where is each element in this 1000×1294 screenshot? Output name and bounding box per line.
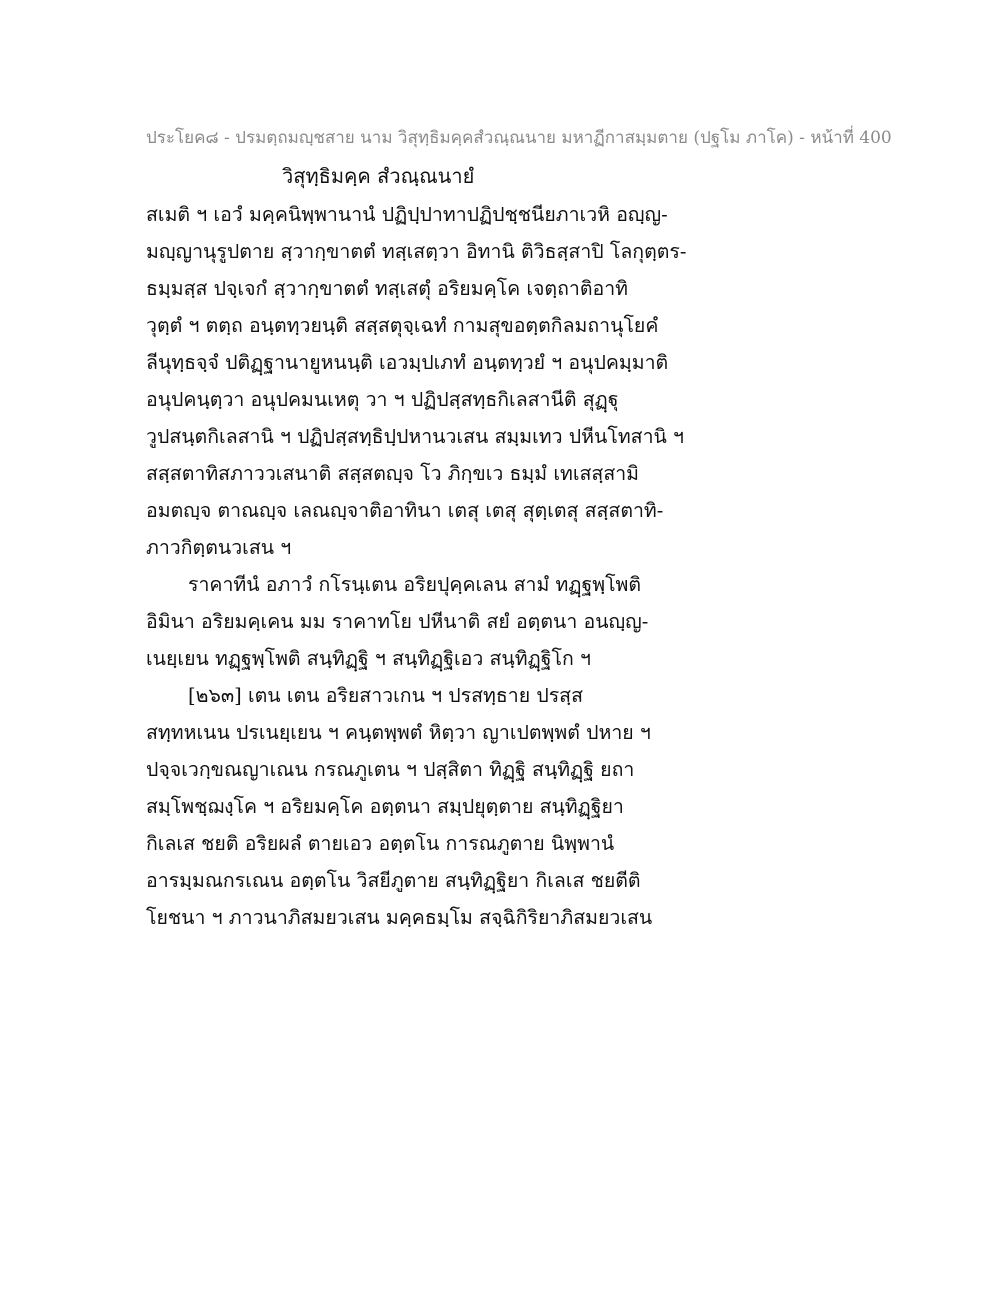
text-line: อนุปคนฺตฺวา อนุปคมนเหตุ วา ฯ ปฏิปสฺสทฺธกิเลสานีติ สุฏฺฐุ	[146, 388, 619, 411]
text-line: อิมินา อริยมคฺเคน มม ราคาทโย ปหีนาติ สยํ อตฺตนา อนญฺญ-	[146, 610, 649, 633]
text-line: ธมฺมสฺส ปจฺเจกํ สฺวากฺขาตตํ ทสฺเสตุํ อริยมคฺโค เจตฺถาติอาทิ	[146, 277, 629, 300]
text-line: วุตฺตํ ฯ ตตฺถ อนฺตทฺวยนฺติ สสฺสตุจฺเฉทํ กามสุขอตฺตกิลมถานุโยคํ	[146, 314, 659, 337]
book-title: วิสุทฺธิมคฺค สํวณฺณนายํ	[282, 164, 475, 188]
text-line: สเมติ ฯ เอวํ มคฺคนิพฺพานานํ ปฏิปฺปาทาปฏิปชฺชนียภาเวหิ อญฺญ-	[146, 203, 668, 226]
text-line: กิเลเส ชยติ อริยผลํ ตายเอว อตฺตโน การณภูตาย นิพฺพานํ	[146, 832, 615, 855]
body-text	[146, 196, 846, 936]
text-line: สทฺทหเนน ปรเนยฺเยน ฯ คนฺตพฺพตํ หิตฺวา ญาเปตพฺพตํ ปหาย ฯ	[146, 721, 651, 744]
text-line: อารมฺมณกรเณน อตฺตโน วิสยีภูตาย สนฺทิฏฺฐิยา กิเลเส ชยตีติ	[146, 869, 641, 892]
running-header: ประโยค๘ - ปรมตฺถมญฺชสาย นาม วิสุทฺธิมคฺคสํวณฺณนาย มหาฏีกาสมฺมตาย (ปฐโม ภาโค) - หน้าที่ 400	[146, 128, 892, 148]
text-line: ปจฺจเวกฺขณญาเณน กรณภูเตน ฯ ปสฺสิตา ทิฏฺฐิ สนฺทิฏฺฐิ ยถา	[146, 758, 635, 781]
text-line: ลีนุทฺธจฺจํ ปติฏฺฐานายูหนนฺติ เอวมฺปเภทํ อนฺตทฺวยํ ฯ อนุปคมฺมาติ	[146, 351, 669, 374]
text-line: [๒๖๓] เตน เตน อริยสาวเกน ฯ ปรสทฺธาย ปรสฺส	[188, 684, 583, 707]
text-line: โยชนา ฯ ภาวนาภิสมยวเสน มคฺคธมฺโม สจฺฉิกิริยาภิสมยวเสน	[146, 906, 653, 929]
text-line: อมตญฺจ ตาณญฺจ เลณญฺจาติอาทินา เตสุ เตสุ สุตฺเตสุ สสฺสตาทิ-	[146, 499, 664, 522]
text-line: สมฺโพชฺฌงฺโค ฯ อริยมคฺโค อตฺตนา สมฺปยุตฺตาย สนฺทิฏฺฐิยา	[146, 795, 624, 818]
text-line: ภาวกิตฺตนวเสน ฯ	[146, 536, 292, 559]
text-line: มญฺญานุรูปตาย สฺวากฺขาตตํ ทสฺเสตฺวา อิทานิ ติวิธสฺสาปิ โลกุตฺตร-	[146, 240, 687, 263]
text-line: วูปสนฺตกิเลสานิ ฯ ปฏิปสฺสทฺธิปฺปหานวเสน สมฺมเทว ปหีนโทสานิ ฯ	[146, 425, 685, 448]
text-line: เนยฺเยน ทฏฺฐพฺโพติ สนฺทิฏฺฐิ ฯ สนฺทิฏฺฐิเอว สนฺทิฏฺฐิโก ฯ	[146, 647, 591, 670]
text-line: สสฺสตาทิสภาววเสนาติ สสฺสตญฺจ โว ภิกฺขเว ธมฺมํ เทเสสฺสามิ	[146, 462, 640, 485]
text-line: ราคาทีนํ อภาวํ กโรนฺเตน อริยปุคฺคเลน สามํ ทฏฺฐพฺโพติ	[188, 573, 642, 596]
